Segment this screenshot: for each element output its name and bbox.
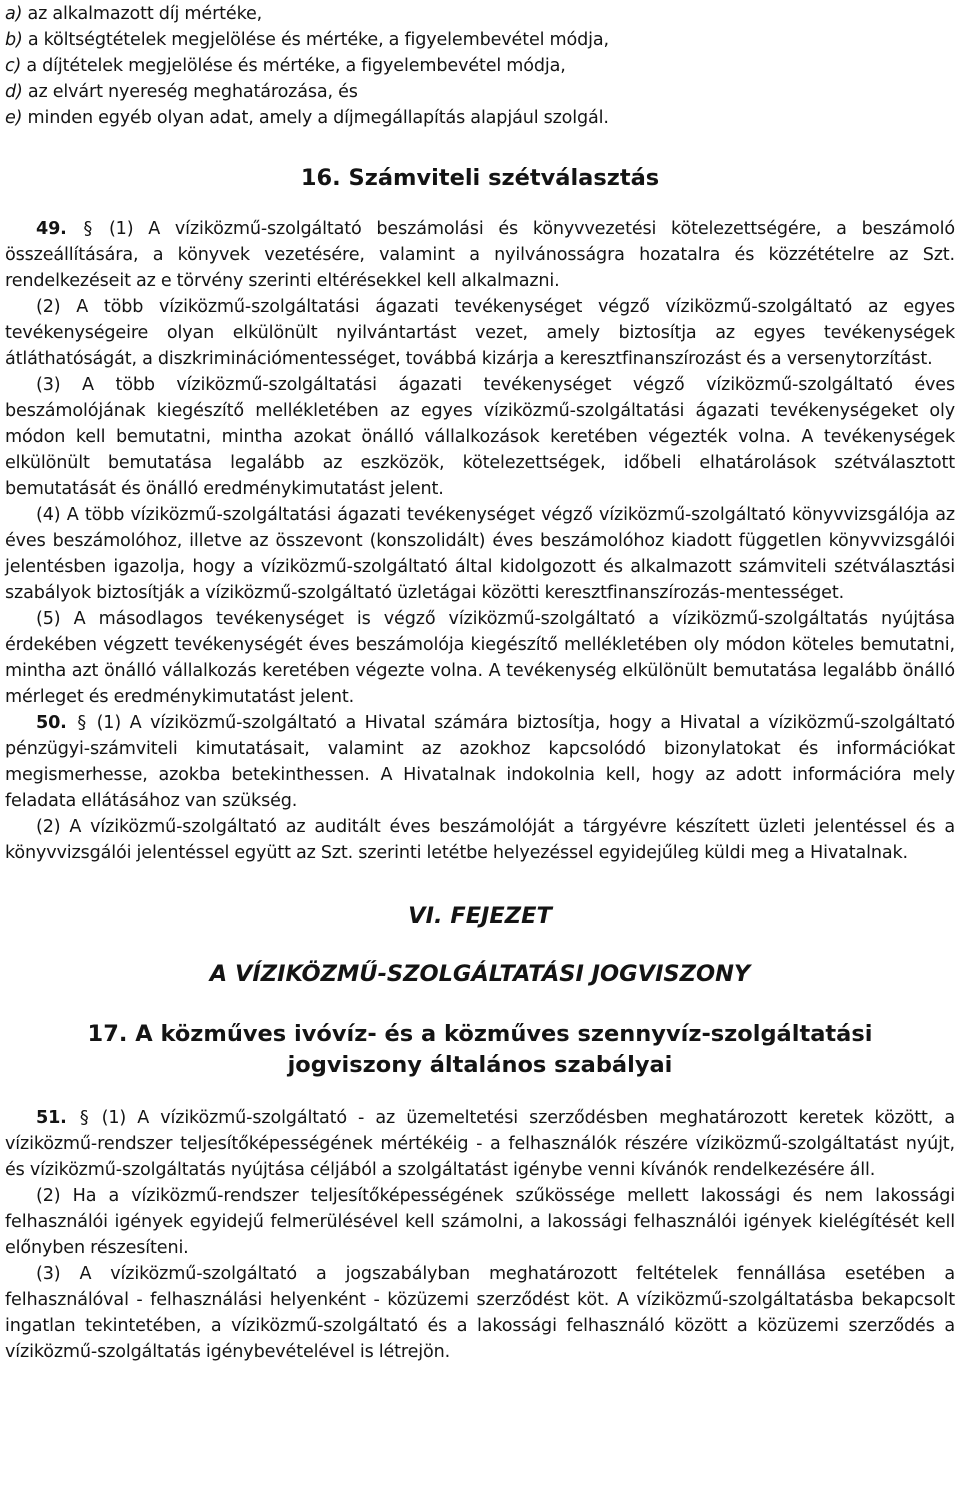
list-item-letter: d): [5, 82, 23, 102]
article-49-paragraph-5: (5) A másodlagos tevékenységet is végző víziközmű-szolgáltató a víziközmű-szolgáltatás nyújtása érdekében végzett tevékenységét éves beszámolója kiegészítő mellékletében oly módon köteles bemutatni, mintha azt önálló vállalkozás keretében végezte volna. A tevékenység elkülönült bemutatása legalább önálló mérleget és eredménykimutatást jelent.: [5, 609, 955, 707]
article-50: [5, 710, 955, 866]
list-item-text: a költségtételek megjelölése és mértéke, a figyelembevétel módja,: [22, 30, 609, 50]
article-51: [5, 1105, 955, 1365]
article-number: 51.: [36, 1108, 67, 1128]
section-17-title-line-2: jogviszony általános szabályai: [287, 1052, 673, 1078]
list-item: [5, 53, 955, 79]
list-item: [5, 105, 955, 131]
list-item-text: az alkalmazott díj mértéke,: [22, 4, 263, 24]
section-sign: §: [77, 713, 86, 733]
list-item-letter: b): [5, 30, 23, 50]
article-50-paragraph-2: (2) A víziközmű-szolgáltató az auditált éves beszámolóját a tárgyévre készített üzleti jelentéssel és a könyvvizsgálói jelentéssel együtt az Szt. szerinti letétbe helyezéssel egyidejűleg küldi meg a Hivatalnak.: [5, 817, 955, 863]
paragraph-text: (1) A víziközmű-szolgáltató - az üzemeltetési szerződésben meghatározott keretek között, a víziközmű-rendszer teljesítőképességének mértékéig - a felhasználók részére víziközmű-szolgáltatást nyújt, és víziközmű-szolgáltatás nyújtása céljából a szolgáltatást igénybe venni kívánók rendelkezésére áll.: [5, 1108, 955, 1180]
list-item: [5, 79, 955, 105]
section-17-title: [5, 1019, 955, 1081]
section-sign: §: [83, 219, 93, 239]
article-49-paragraph-1: [5, 216, 955, 294]
article-51-paragraph-3: (3) A víziközmű-szolgáltató a jogszabályban meghatározott feltételek fennállása esetében a felhasználóval - felhasználási helyenként - közüzemi szerződést köt. A víziközmű-szolgáltatásba bekapcsolt ingatlan tekintetében, a víziközmű-szolgáltató és a lakossági felhasználó között a közüzemi szerződés a víziközmű-szolgáltatás igénybevételével is létrejön.: [5, 1264, 955, 1362]
list-item-letter: e): [5, 108, 23, 128]
article-49-paragraph-4: (4) A több víziközmű-szolgáltatási ágazati tevékenységet végző víziközmű-szolgáltató könyvvizsgálója az éves beszámolóhoz, illetve az összevont (konszolidált) éves beszámolóhoz kiadott független könyvvizsgálói jelentésben igazolja, hogy a víziközmű-szolgáltató által kidolgozott és alkalmazott számviteli szétválasztási szabályok biztosítják a víziközmű-szolgáltató üzletágai közötti keresztfinanszírozás-mentességet.: [5, 505, 955, 603]
article-51-paragraph-2: (2) Ha a víziközmű-rendszer teljesítőképességének szűkössége mellett lakossági és nem lakossági felhasználói igények egyidejű felmerülésével kell számolni, a lakossági felhasználói igények kielégítését kell előnyben részesíteni.: [5, 1186, 955, 1258]
list-item: [5, 1, 955, 27]
paragraph-text: (1) A víziközmű-szolgáltató a Hivatal számára biztosítja, hogy a Hivatal a víziközmű-szolgáltató pénzügyi-számviteli kimutatásait, valamint az azokhoz kapcsolódó bizonylatokat és információkat megismerhesse, azokba betekinthessen. A Hivatalnak indokolnia kell, hogy az adott információra mely feladata ellátásához van szükség.: [5, 713, 955, 811]
list-item-letter: a): [5, 4, 23, 24]
paragraph-text: (1) A víziközmű-szolgáltató beszámolási és könyvvezetési kötelezettségére, a beszámoló összeállítására, a könyvek vezetésére, valamint a nyilvánosságra hozatalra és közzétételre az Szt. rendelkezéseit az e törvény szerinti eltérésekkel kell alkalmazni.: [5, 219, 955, 291]
list-item-text: az elvárt nyereség meghatározása, és: [22, 82, 358, 102]
list-item-text: a díjtételek megjelölése és mértéke, a figyelembevétel módja,: [21, 56, 566, 76]
section-sign: §: [79, 1108, 89, 1128]
article-number: 50.: [36, 713, 67, 733]
document-page: [5, 0, 955, 1365]
section-17-title-line-1: 17. A közműves ivóvíz- és a közműves szennyvíz-szolgáltatási: [87, 1021, 873, 1047]
section-16-title: 16. Számviteli szétválasztás: [300, 165, 660, 191]
list-item-text: minden egyéb olyan adat, amely a díjmegállapítás alapjául szolgál.: [22, 108, 609, 128]
article-49: [5, 216, 955, 710]
article-49-paragraph-3: (3) A több víziközmű-szolgáltatási ágazati tevékenységet végző víziközmű-szolgáltató éves beszámolójának kiegészítő mellékletében az egyes víziközmű-szolgáltatási ágazati tevékenységeket oly módon kell bemutatni, mintha azokat önálló vállalkozások keretében végezték volna. A tevékenységek elkülönült bemutatása legalább az eszközök, kötelezettségek, időbeli elhatárolások szétválasztott bemutatását és önálló eredménykimutatást jelent.: [5, 375, 955, 499]
chapter-number: VI. FEJEZET: [408, 903, 552, 929]
article-51-paragraph-1: [5, 1105, 955, 1183]
article-50-paragraph-1: [5, 710, 955, 814]
fee-data-list: [5, 1, 955, 131]
article-49-paragraph-2: (2) A több víziközmű-szolgáltatási ágazati tevékenységet végző víziközmű-szolgáltató az egyes tevékenységeire olyan elkülönült nyilvántartást vezet, amely biztosítja az egyes tevékenységek átláthatóságát, a diszkriminációmentességet, továbbá kizárja a keresztfinanszírozást és a versenytorzítást.: [5, 297, 955, 369]
list-item: [5, 27, 955, 53]
chapter-title: A VÍZIKÖZMŰ-SZOLGÁLTATÁSI JOGVISZONY: [209, 961, 751, 987]
article-number: 49.: [36, 219, 67, 239]
list-item-letter: c): [5, 56, 22, 76]
